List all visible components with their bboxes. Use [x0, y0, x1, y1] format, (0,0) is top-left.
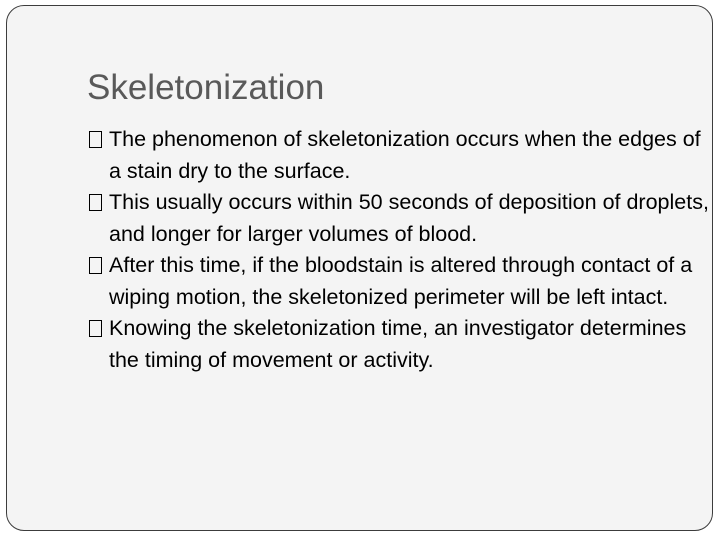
slide-title: Skeletonization [87, 68, 325, 107]
bullet-item [89, 187, 709, 250]
missing-glyph-box-icon [89, 257, 102, 274]
bullet-list [89, 124, 709, 376]
missing-glyph-box-icon [89, 194, 102, 211]
bullet-text: After this time, if the bloodstain is altered through contact of a wiping motion, the skeletonized perimeter will be left intact. [109, 253, 693, 309]
bullet-text: This usually occurs within 50 seconds of deposition of droplets, and longer for larger volumes of blood. [109, 190, 709, 246]
missing-glyph-box-icon [89, 320, 102, 337]
bullet-text: Knowing the skeletonization time, an investigator determines the timing of movement or activity. [109, 316, 687, 372]
bullet-item [89, 124, 709, 187]
bullet-text: The phenomenon of skeletonization occurs when the edges of a stain dry to the surface. [109, 127, 701, 183]
slide-frame [6, 5, 713, 531]
bullet-item [89, 250, 709, 313]
bullet-item [89, 313, 709, 376]
missing-glyph-box-icon [89, 131, 102, 148]
